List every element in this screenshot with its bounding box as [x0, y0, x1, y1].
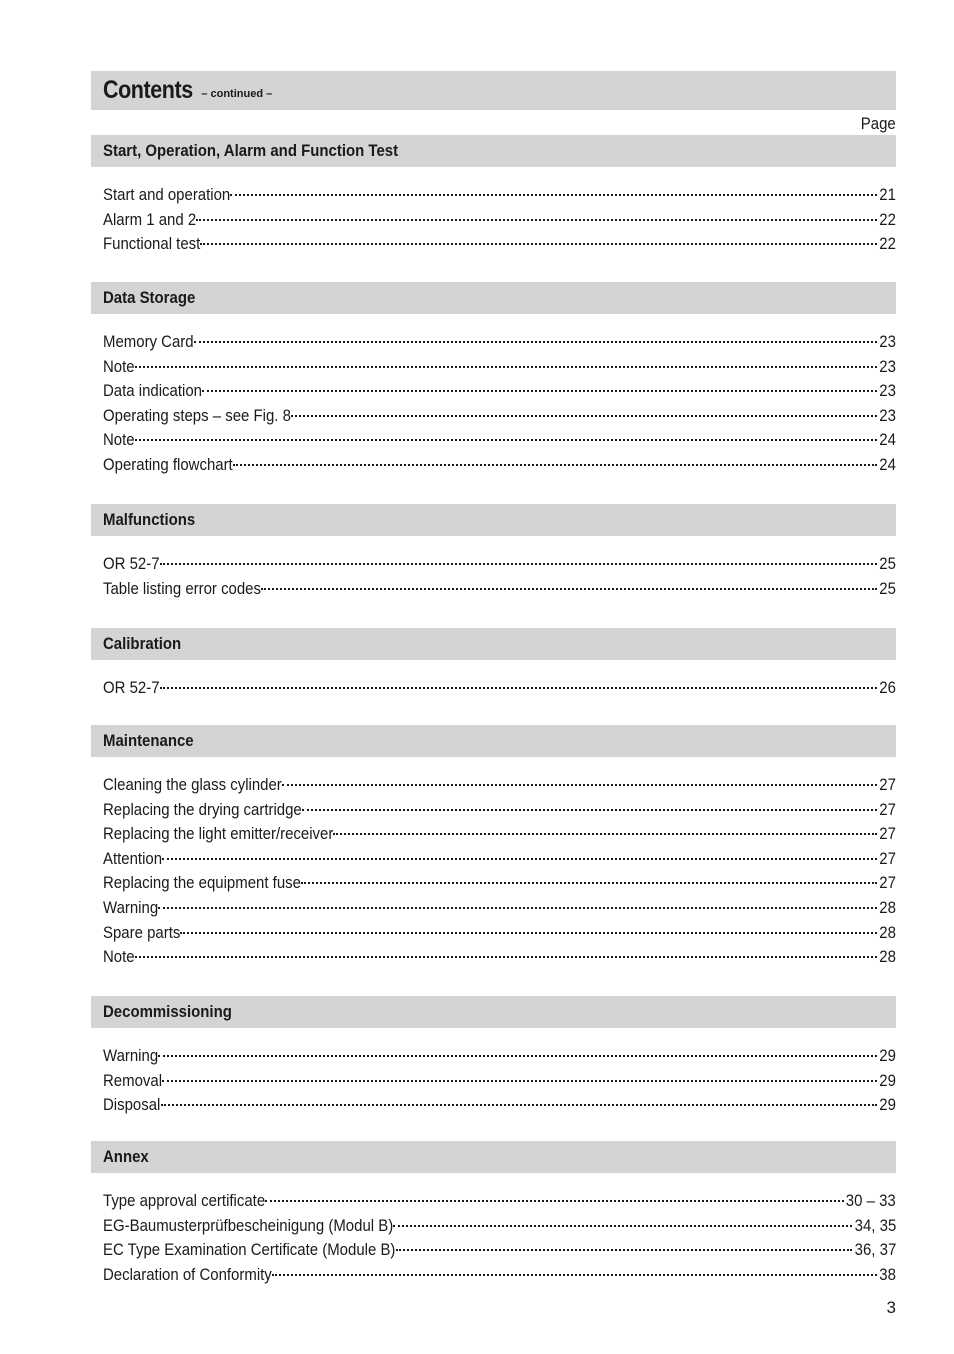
toc-entry-label: Start and operation	[103, 185, 231, 204]
toc-section	[91, 628, 896, 701]
toc-entry	[103, 577, 896, 602]
section-heading-bar	[91, 282, 896, 314]
dot-leader	[161, 1103, 878, 1106]
toc-entry-page: 34, 35	[854, 1215, 896, 1235]
section-heading: Maintenance	[103, 731, 194, 750]
toc-entry-page: 23	[879, 381, 896, 401]
toc-entry-list	[91, 183, 896, 257]
toc-entry-list	[91, 676, 896, 701]
dot-leader	[160, 562, 878, 565]
dot-leader	[196, 218, 877, 221]
toc-entry	[103, 453, 896, 478]
toc-entry-label: EC Type Examination Certificate (Module B)	[103, 1240, 396, 1260]
toc-entry-page: 29	[879, 1070, 896, 1090]
dot-leader	[291, 414, 878, 417]
toc-entry-page: 30 – 33	[846, 1191, 896, 1210]
toc-entry-page: 26	[879, 678, 896, 697]
toc-entry-page: 28	[879, 897, 896, 917]
section-heading: Calibration	[103, 634, 182, 653]
toc-entry-label: Data indication	[103, 381, 202, 401]
toc-entry-label: Alarm 1 and 2	[103, 209, 197, 229]
toc-entry	[103, 1214, 896, 1239]
toc-entry	[103, 921, 896, 946]
toc-entry	[103, 1093, 896, 1118]
toc-section	[91, 504, 896, 601]
footer-page-number: 3	[886, 1298, 896, 1317]
section-heading-bar	[91, 996, 896, 1028]
dot-leader	[135, 955, 878, 958]
toc-entry	[103, 379, 896, 404]
section-heading: Decommissioning	[103, 1002, 232, 1021]
toc-entry-list	[91, 773, 896, 970]
toc-entry-page: 28	[879, 947, 896, 967]
toc-entry	[103, 183, 896, 208]
dot-leader	[272, 1273, 878, 1276]
dot-leader	[202, 389, 877, 392]
toc-entry-label: Operating steps – see Fig. 8	[103, 405, 291, 425]
section-heading-bar	[91, 628, 896, 660]
toc-entry-label: Table listing error codes	[103, 578, 261, 598]
section-heading: Data Storage	[103, 288, 196, 307]
dot-leader	[233, 463, 877, 466]
toc-entry	[103, 798, 896, 823]
toc-entry-label: Spare parts	[103, 922, 181, 942]
toc-entry-page: 27	[879, 775, 896, 794]
dot-leader	[162, 857, 877, 860]
page-title: Contents	[103, 76, 193, 104]
toc-entry-page: 23	[879, 356, 896, 376]
toc-entry-page: 25	[879, 578, 896, 598]
toc-entry-label: OR 52-7	[103, 554, 160, 573]
toc-entry	[103, 1044, 896, 1069]
toc-entry-page: 27	[879, 873, 896, 893]
toc-entry	[103, 773, 896, 798]
section-heading: Start, Operation, Alarm and Function Test	[103, 141, 399, 160]
toc-entry-page: 24	[879, 454, 896, 474]
dot-leader	[302, 808, 878, 811]
toc-entry-page: 21	[879, 185, 896, 204]
dot-leader	[180, 931, 877, 934]
dot-leader	[301, 881, 878, 884]
toc-entry-label: Replacing the light emitter/receiver	[103, 824, 334, 844]
toc-section	[91, 282, 896, 478]
dot-leader	[158, 1054, 878, 1057]
toc-entry-page: 29	[879, 1046, 896, 1065]
dot-leader	[393, 1224, 852, 1227]
toc-entry	[103, 232, 896, 257]
section-heading-bar	[91, 1141, 896, 1173]
toc-entry-label: Operating flowchart	[103, 454, 233, 474]
toc-entry	[103, 1189, 896, 1214]
toc-entry	[103, 945, 896, 970]
dot-leader	[158, 906, 878, 909]
toc-entry-label: Declaration of Conformity	[103, 1264, 272, 1284]
toc-entry-label: Cleaning the glass cylinder	[103, 775, 282, 794]
dot-leader	[200, 242, 878, 245]
toc-entry	[103, 896, 896, 921]
dot-leader	[135, 438, 878, 441]
toc-entry-page: 25	[879, 554, 896, 573]
toc-entry-list	[91, 1189, 896, 1287]
section-heading: Annex	[103, 1147, 149, 1166]
dot-leader	[160, 686, 878, 689]
dot-leader	[282, 783, 877, 786]
toc-entry-page: 27	[879, 848, 896, 868]
toc-entry-page: 22	[879, 209, 896, 229]
toc-entry-label: Disposal	[103, 1095, 161, 1115]
toc-section	[91, 725, 896, 970]
toc-entry-page: 27	[879, 824, 896, 844]
dot-leader	[194, 340, 878, 343]
toc-entry-label: Note	[103, 947, 135, 967]
dot-leader	[333, 832, 877, 835]
toc-entry-label: EG-Baumusterprüfbescheinigung (Modul B)	[103, 1215, 394, 1235]
toc-entry-list	[91, 1044, 896, 1118]
page-subtitle: – continued –	[201, 87, 273, 100]
toc-entry-page: 38	[879, 1264, 896, 1284]
section-heading-bar	[91, 504, 896, 536]
toc-entry-label: Note	[103, 430, 135, 450]
toc-section	[91, 1141, 896, 1287]
toc-entry	[103, 847, 896, 872]
dot-leader	[396, 1248, 852, 1251]
toc-entry	[103, 428, 896, 453]
toc-entry-list	[91, 552, 896, 601]
toc-section	[91, 996, 896, 1118]
dot-leader	[265, 1199, 844, 1202]
page-column-label: Page	[861, 114, 896, 133]
toc-entry-page: 23	[879, 405, 896, 425]
dot-leader	[162, 1079, 877, 1082]
toc-entry	[103, 404, 896, 429]
section-heading: Malfunctions	[103, 510, 196, 529]
toc-entry-label: OR 52-7	[103, 678, 160, 697]
toc-entry-page: 24	[879, 430, 896, 450]
toc-section	[91, 135, 896, 257]
toc-entry	[103, 355, 896, 380]
toc-entry-label: Attention	[103, 848, 163, 868]
toc-entry	[103, 1069, 896, 1094]
dot-leader	[135, 365, 878, 368]
toc-entry	[103, 676, 896, 701]
dot-leader	[261, 587, 878, 590]
toc-entry-page: 36, 37	[854, 1240, 896, 1260]
section-heading-bar	[91, 135, 896, 167]
toc-entry	[103, 552, 896, 577]
toc-entry-label: Note	[103, 356, 135, 376]
toc-entry-label: Functional test	[103, 234, 201, 254]
toc-entry	[103, 871, 896, 896]
toc-entry-list	[91, 330, 896, 478]
toc-entry-label: Replacing the drying cartridge	[103, 799, 302, 819]
section-heading-bar	[91, 725, 896, 757]
toc-entry-page: 28	[879, 922, 896, 942]
toc-entry	[103, 208, 896, 233]
toc-entry-label: Warning	[103, 1046, 159, 1065]
toc-entry-page: 22	[879, 234, 896, 254]
toc-entry	[103, 1238, 896, 1263]
toc-entry-label: Warning	[103, 897, 159, 917]
toc-entry-label: Replacing the equipment fuse	[103, 873, 301, 893]
toc-entry-page: 23	[879, 332, 896, 351]
toc-entry	[103, 822, 896, 847]
dot-leader	[230, 193, 878, 196]
toc-entry-label: Memory Card	[103, 332, 194, 351]
toc-entry	[103, 1263, 896, 1288]
toc-entry-label: Removal	[103, 1070, 163, 1090]
toc-entry-label: Type approval certificate	[103, 1191, 266, 1210]
toc-entry-page: 27	[879, 799, 896, 819]
contents-title-bar	[91, 71, 896, 110]
toc-entry	[103, 330, 896, 355]
toc-entry-page: 29	[879, 1095, 896, 1115]
